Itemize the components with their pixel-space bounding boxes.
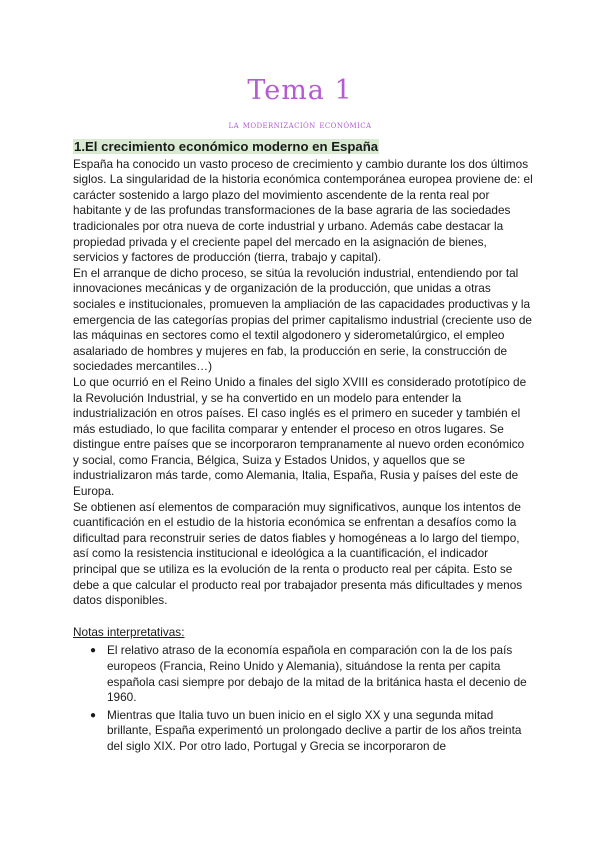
notes-label: Notas interpretativas: [73, 624, 185, 639]
paragraph: Lo que ocurrió en el Reino Unido a finales del siglo XVIII es considerado prototípico de la Revolución Industrial, y se ha convertido en un modelo para entender la industrialización en otros países. El caso inglés es el primero en suceder y también el más estudiado, lo que facilita comparar y entender el proceso en otros lugares. Se distingue entre países que se incorporaron tempranamente al nuevo orden económico y social, como Francia, Bélgica, Suiza y Estados Unidos, y aquellos que se industrializaron más tarde, como Alemania, Italia, España, Rusia y países del este de Europa. [73, 374, 527, 499]
list-item [90, 707, 533, 755]
bullet-icon: ● [90, 709, 97, 721]
list-item [90, 643, 533, 705]
section-heading: 1.El crecimiento económico moderno en España [74, 139, 379, 154]
section-heading-wrap [73, 138, 533, 156]
paragraph: En el arranque de dicho proceso, se sitúa la revolución industrial, entendiendo por tal innovaciones mecánicas y de organización de la producción, que unidas a otras sociales e institucionales, promueven la ampliación de las capacidades productivas y la emergencia de las categorías propias del primer capitalismo industrial (creciente uso de las máquinas en sectores como el textil algodonero y siderometalúrgico, el empleo asalariado de hombres y mujeres en fab, la producción en serie, la construcción de sociedades mercantiles…) [73, 265, 532, 374]
bullet-icon: ● [90, 645, 97, 657]
page-title: Tema 1 [247, 75, 353, 106]
note-text: El relativo atraso de la economía española en comparación con la de los país europeos (Francia, Reino Unido y Alemania), situándose la renta per capita española casi siempre por debajo de la mitad de la británica hasta el decenio de 1960. [107, 643, 527, 705]
notes-list [73, 643, 533, 754]
page-subtitle: la modernización económica [228, 119, 372, 131]
note-text: Mientras que Italia tuvo un buen inicio en el siglo XX y una segunda mitad brillante, España experimentó un prolongado declive a partir de los años treinta del siglo XIX. Por otro lado, Portugal y Grecia se incorporaron de [107, 707, 522, 753]
paragraph: España ha conocido un vasto proceso de crecimiento y cambio durante los dos últimos siglos. La singularidad de la historia económica contemporánea europea proviene de: el carácter sostenido a largo plazo del movimiento ascendente de la renta real por habitante y de las profundas transformaciones de la base agraria de las sociedades tradicionales por otra nueva de corte industrial y urbano. Además cabe destacar la propiedad privada y el creciente papel del mercado en la asignación de bienes, servicios y factores de producción (tierra, trabajo y capital). [73, 156, 533, 265]
paragraph: Se obtienen así elementos de comparación muy significativos, aunque los intentos de cuantificación en el estudio de la historia económica se enfrentan a desafíos como la dificultad para reconstruir series de datos fiables y homogéneas a lo largo del tiempo, así como la resistencia institucional e ideológica a la cuantificación, el indicador principal que se utiliza es la evolución de la renta o producto real per cápita. Esto se debe a que calcular el producto real por trabajador presenta más dificultades y menos datos disponibles. [73, 499, 523, 608]
document-body [73, 138, 533, 757]
